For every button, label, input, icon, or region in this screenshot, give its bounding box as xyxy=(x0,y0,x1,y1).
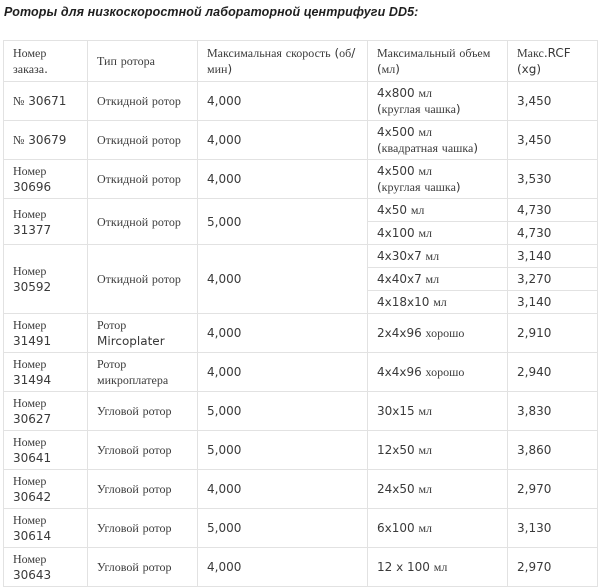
volume-value: 4x50 мл xyxy=(377,203,425,217)
volume-cell xyxy=(368,82,508,121)
rotor-type-cell: Откидной ротор xyxy=(88,160,198,199)
volume-cell xyxy=(368,160,508,199)
volume-value: 12x50 мл xyxy=(377,443,433,457)
volume-value: 24x50 мл xyxy=(377,482,433,496)
order-number-cell: Номер 31377 xyxy=(4,199,88,245)
rotor-type-cell: Откидной ротор xyxy=(88,121,198,160)
volume-value: 4x18x10 мл xyxy=(377,295,447,309)
volume-value: 30x15 мл xyxy=(377,404,433,418)
table-row xyxy=(4,431,598,470)
rotor-type-cell: Ротор Mircoplater xyxy=(88,314,198,353)
header-row xyxy=(4,41,598,82)
order-number-cell: Номер 30614 xyxy=(4,509,88,548)
order-number-cell: Номер 30641 xyxy=(4,431,88,470)
order-number-cell: Номер 30643 xyxy=(4,548,88,587)
volume-note: (круглая чашка) xyxy=(377,102,461,116)
table-row xyxy=(4,314,598,353)
volume-note: (круглая чашка) xyxy=(377,180,461,194)
order-number-cell: № 30679 xyxy=(4,121,88,160)
table-row xyxy=(4,470,598,509)
table-row xyxy=(4,392,598,431)
volume-value: 12 x 100 мл xyxy=(377,560,448,574)
volume-cell xyxy=(368,245,508,268)
max-rcf-cell: 2,970 xyxy=(508,548,598,587)
max-rcf-cell: 3,130 xyxy=(508,509,598,548)
volume-value: 4x100 мл xyxy=(377,226,433,240)
volume-value: 4x30x7 мл xyxy=(377,249,440,263)
volume-cell xyxy=(368,314,508,353)
table-row xyxy=(4,353,598,392)
volume-note: (квадратная чашка) xyxy=(377,141,479,155)
table-row xyxy=(4,82,598,121)
volume-cell xyxy=(368,509,508,548)
order-number-cell: № 30671 xyxy=(4,82,88,121)
volume-value: 4x500 мл xyxy=(377,164,433,178)
column-header: Максимальная скорость (об/мин) xyxy=(198,41,368,82)
max-speed-cell: 4,000 xyxy=(198,314,368,353)
volume-cell xyxy=(368,470,508,509)
volume-cell xyxy=(368,291,508,314)
column-header: Номер заказа. xyxy=(4,41,88,82)
max-speed-cell: 4,000 xyxy=(198,353,368,392)
volume-cell xyxy=(368,222,508,245)
max-speed-cell: 4,000 xyxy=(198,548,368,587)
max-rcf-cell: 3,140 xyxy=(508,245,598,268)
table-row xyxy=(4,548,598,587)
volume-cell xyxy=(368,199,508,222)
max-rcf-cell: 3,530 xyxy=(508,160,598,199)
table-row xyxy=(4,245,598,268)
page-title: Роторы для низкоскоростной лабораторной центрифуги DD5: xyxy=(4,5,419,19)
max-rcf-cell: 3,270 xyxy=(508,268,598,291)
column-header: Максимальный объем (мл) xyxy=(368,41,508,82)
max-rcf-cell: 3,450 xyxy=(508,121,598,160)
max-rcf-cell: 2,910 xyxy=(508,314,598,353)
max-rcf-cell: 2,940 xyxy=(508,353,598,392)
table-head xyxy=(4,41,598,82)
max-speed-cell: 5,000 xyxy=(198,199,368,245)
rotor-type-cell: Угловой ротор xyxy=(88,470,198,509)
volume-value: 4x40x7 мл xyxy=(377,272,440,286)
order-number-cell: Номер 31491 xyxy=(4,314,88,353)
max-rcf-cell: 3,140 xyxy=(508,291,598,314)
column-header: Макс.RCF (xg) xyxy=(508,41,598,82)
volume-cell xyxy=(368,268,508,291)
volume-value: 2x4x96 хорошо xyxy=(377,326,465,340)
order-number-cell: Номер 30592 xyxy=(4,245,88,314)
rotor-type-cell: Откидной ротор xyxy=(88,199,198,245)
volume-value: 4x4x96 хорошо xyxy=(377,365,465,379)
order-number-cell: Номер 31494 xyxy=(4,353,88,392)
order-number-cell: Номер 30696 xyxy=(4,160,88,199)
volume-cell xyxy=(368,431,508,470)
max-speed-cell: 5,000 xyxy=(198,392,368,431)
rotor-type-cell: Ротор микроплатера xyxy=(88,353,198,392)
table-body xyxy=(4,82,598,587)
rotor-type-cell: Откидной ротор xyxy=(88,245,198,314)
rotor-table xyxy=(3,40,598,587)
column-header: Тип ротора xyxy=(88,41,198,82)
max-rcf-cell: 4,730 xyxy=(508,199,598,222)
max-rcf-cell: 3,830 xyxy=(508,392,598,431)
max-speed-cell: 4,000 xyxy=(198,245,368,314)
volume-value: 4x800 мл xyxy=(377,86,433,100)
volume-cell xyxy=(368,121,508,160)
order-number-cell: Номер 30642 xyxy=(4,470,88,509)
table-row xyxy=(4,199,598,222)
max-rcf-cell: 2,970 xyxy=(508,470,598,509)
table-row xyxy=(4,121,598,160)
max-rcf-cell: 4,730 xyxy=(508,222,598,245)
table-row xyxy=(4,160,598,199)
volume-value: 4x500 мл xyxy=(377,125,433,139)
order-number-cell: Номер 30627 xyxy=(4,392,88,431)
max-speed-cell: 4,000 xyxy=(198,160,368,199)
volume-cell xyxy=(368,392,508,431)
rotor-type-cell: Угловой ротор xyxy=(88,392,198,431)
max-speed-cell: 5,000 xyxy=(198,509,368,548)
max-speed-cell: 5,000 xyxy=(198,431,368,470)
rotor-type-cell: Откидной ротор xyxy=(88,82,198,121)
max-rcf-cell: 3,860 xyxy=(508,431,598,470)
rotor-type-cell: Угловой ротор xyxy=(88,548,198,587)
max-rcf-cell: 3,450 xyxy=(508,82,598,121)
rotor-type-cell: Угловой ротор xyxy=(88,431,198,470)
rotor-type-cell: Угловой ротор xyxy=(88,509,198,548)
max-speed-cell: 4,000 xyxy=(198,82,368,121)
table-row xyxy=(4,509,598,548)
max-speed-cell: 4,000 xyxy=(198,470,368,509)
volume-cell xyxy=(368,548,508,587)
max-speed-cell: 4,000 xyxy=(198,121,368,160)
volume-value: 6x100 мл xyxy=(377,521,433,535)
volume-cell xyxy=(368,353,508,392)
